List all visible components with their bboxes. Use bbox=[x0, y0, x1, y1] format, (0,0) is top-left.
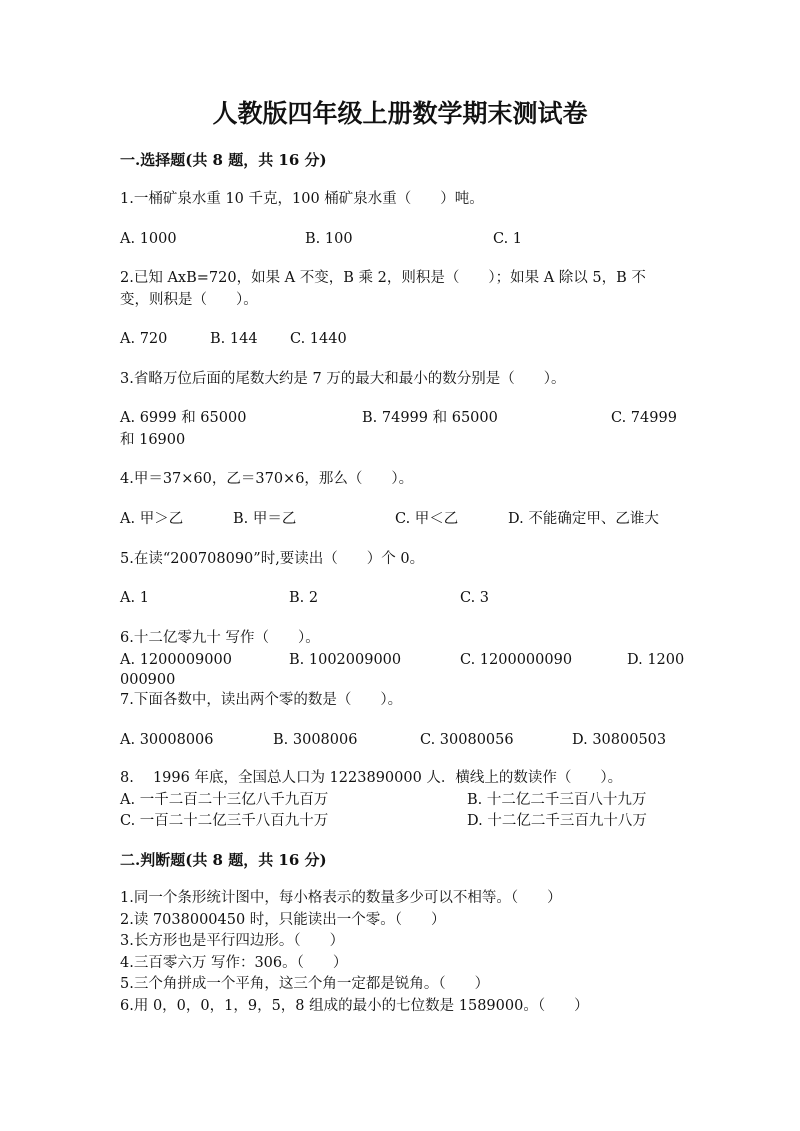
q1-stem: 1.一桶矿泉水重 10 千克，100 桶矿泉水重（ ）吨。 bbox=[120, 191, 484, 207]
q2-stem-line1: 2.已知 AxB=720，如果 A 不变，B 乘 2，则积是（ ）；如果 A 除以 5，B 不 bbox=[120, 270, 646, 286]
judge-item-3: 3.长方形也是平行四边形。（ ） bbox=[120, 933, 345, 949]
q3-option-a: A. 6999 和 65000 bbox=[120, 410, 247, 426]
judge-item-2: 2.读 7038000450 时，只能读出一个零。（ ） bbox=[120, 912, 446, 928]
q4-option-b: B. 甲＝乙 bbox=[233, 511, 297, 527]
q5-option-b: B. 2 bbox=[289, 590, 319, 606]
q6-option-d-line2: 000900 bbox=[120, 672, 176, 688]
page-title: 人教版四年级上册数学期末测试卷 bbox=[212, 99, 588, 128]
q7-option-a: A. 30008006 bbox=[120, 732, 214, 748]
q6-option-b: B. 1002009000 bbox=[289, 652, 402, 668]
judge-item-1: 1.同一个条形统计图中，每小格表示的数量多少可以不相等。（ ） bbox=[120, 890, 562, 906]
q8-stem: 8. 1996 年底，全国总人口为 1223890000 人．横线上的数读作（ ）。 bbox=[120, 770, 623, 786]
q2-option-a: A. 720 bbox=[120, 331, 168, 347]
q7-option-d: D. 30800503 bbox=[572, 732, 667, 748]
q2-option-b: B. 144 bbox=[210, 331, 258, 347]
q6-option-c: C. 1200000090 bbox=[460, 652, 573, 668]
judge-item-5: 5.三个角拼成一个平角，这三个角一定都是锐角。（ ） bbox=[120, 976, 490, 992]
q6-option-d-line1: D. 1200 bbox=[627, 652, 685, 668]
q7-option-c: C. 30080056 bbox=[420, 732, 514, 748]
q8-option-c: C. 一百二十二亿三千八百九十万 bbox=[120, 813, 329, 829]
q8-option-d: D. 十二亿二千三百九十八万 bbox=[467, 813, 647, 829]
section2-heading: 二.判断题(共 8 题，共 16 分) bbox=[120, 851, 327, 869]
q5-option-c: C. 3 bbox=[460, 590, 490, 606]
q6-option-a: A. 1200009000 bbox=[120, 652, 232, 668]
q1-option-c: C. 1 bbox=[493, 231, 523, 247]
q3-option-c-line2: 和 16900 bbox=[120, 432, 186, 448]
q6-stem: 6.十二亿零九十 写作（ ）。 bbox=[120, 630, 320, 646]
q3-option-b: B. 74999 和 65000 bbox=[362, 410, 498, 426]
q8-option-b: B. 十二亿二千三百八十九万 bbox=[467, 792, 647, 808]
judge-item-6: 6.用 0，0，0，1，9，5，8 组成的最小的七位数是 1589000。（ ） bbox=[120, 998, 589, 1014]
q5-stem: 5.在读“200708090”时,要读出（ ）个 0。 bbox=[120, 551, 425, 567]
q7-option-b: B. 3008006 bbox=[273, 732, 358, 748]
q1-option-a: A. 1000 bbox=[120, 231, 177, 247]
q4-option-d: D. 不能确定甲、乙谁大 bbox=[508, 511, 659, 527]
section1-heading: 一.选择题(共 8 题，共 16 分) bbox=[120, 151, 327, 169]
q8-option-a: A. 一千二百二十三亿八千九百万 bbox=[120, 792, 329, 808]
q5-option-a: A. 1 bbox=[120, 590, 149, 606]
q3-stem: 3.省略万位后面的尾数大约是 7 万的最大和最小的数分别是（ ）。 bbox=[120, 371, 566, 387]
q1-option-b: B. 100 bbox=[305, 231, 353, 247]
q4-option-a: A. 甲＞乙 bbox=[120, 511, 184, 527]
q2-option-c: C. 1440 bbox=[290, 331, 347, 347]
q2-stem-line2: 变，则积是（ ）。 bbox=[120, 292, 258, 308]
judge-item-4: 4.三百零六万 写作：306。（ ） bbox=[120, 955, 348, 971]
q7-stem: 7.下面各数中，读出两个零的数是（ ）。 bbox=[120, 692, 403, 708]
q4-stem: 4.甲＝37×60，乙＝370×6，那么（ ）。 bbox=[120, 471, 414, 487]
q4-option-c: C. 甲＜乙 bbox=[395, 511, 459, 527]
q3-option-c-line1: C. 74999 bbox=[611, 410, 677, 426]
